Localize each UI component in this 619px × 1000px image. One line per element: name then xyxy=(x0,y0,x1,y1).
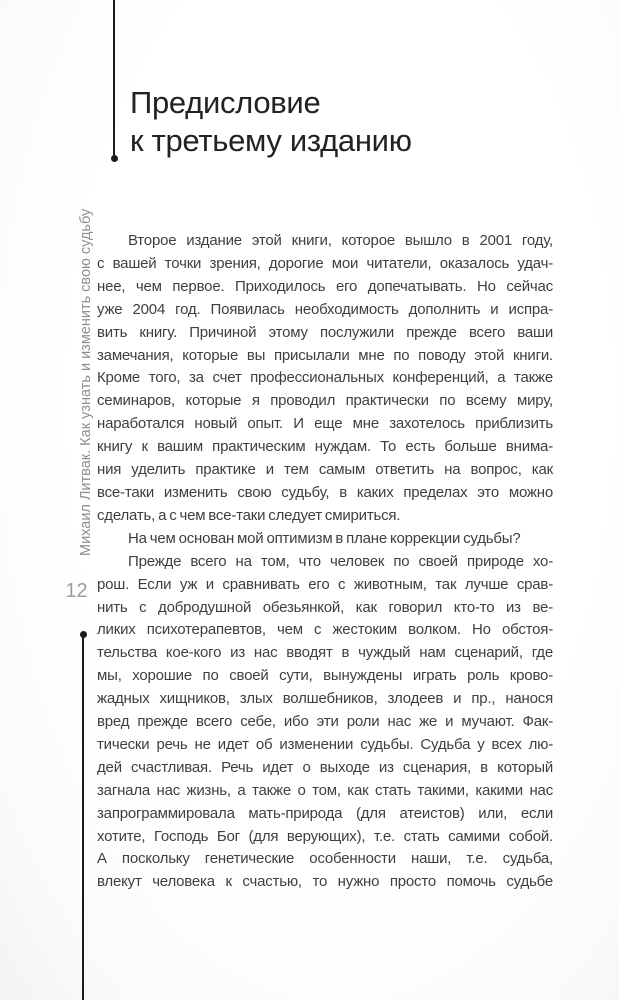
text-line: тельства кое-кого из нас вводят в чуждый нам сценарий, где xyxy=(97,644,553,662)
text-line: хотите, Господь Бог (для верующих), т.е. стать самими собой. xyxy=(97,827,553,845)
text-line: вить книгу. Причиной этому послужили прежде всего ваши xyxy=(97,323,553,341)
text-line: сделать, а с чем все-таки следует смириться. xyxy=(97,506,401,524)
chapter-title xyxy=(130,84,412,160)
bottom-vertical-rule xyxy=(82,637,84,1000)
text-line: нее, чем первое. Приходилось его допечатывать. Но сейчас xyxy=(97,277,553,295)
text-line: нить с добродушной обезьянкой, как говорил кто-то из ве- xyxy=(97,598,553,616)
page-number: 12 xyxy=(65,580,88,602)
text-line: наработался новый опыт. И еще мне захотелось приблизить xyxy=(97,415,553,433)
text-line: вред прежде всего себе, ибо эти роли нас же и мучают. Фак- xyxy=(97,713,553,731)
text-line: уже 2004 год. Появилась необходимость дополнить и испра- xyxy=(97,300,553,318)
text-line: Второе издание этой книги, которое вышло в 2001 году, xyxy=(128,232,553,249)
rule-start-dot xyxy=(80,631,87,638)
spine-running-title: Михаил Литвак. Как узнать и изменить свою судьбу xyxy=(78,208,94,556)
paragraph-1 xyxy=(97,230,553,528)
text-line: семинаров, которые я проводил практически по всему миру, xyxy=(97,392,553,410)
text-line: Прежде всего на том, что человек по своей природе хо- xyxy=(128,552,553,570)
body-text xyxy=(97,230,553,894)
paragraph-2 xyxy=(97,528,553,551)
chapter-title-line-2: к третьему изданию xyxy=(130,123,412,158)
text-line: дей счастливая. Речь идет о выходе из сценария, в который xyxy=(97,758,553,776)
chapter-title-line-1: Предисловие xyxy=(130,85,321,120)
text-line: с вашей точки зрения, дорогие мои читатели, оказалось удач- xyxy=(97,254,553,272)
text-line: ния уделить практике и тем самым ответить на вопрос, как xyxy=(97,461,553,479)
text-line: мы, хорошие по своей сути, вынуждены играть роль крово- xyxy=(97,667,553,685)
text-line: влекут человека к счастью, то нужно просто помочь судьбе xyxy=(97,873,553,891)
text-line: На чем основан мой оптимизм в плане коррекции судьбы? xyxy=(128,529,521,547)
text-line: рош. Если уж и сравнивать его с животным, так лучше срав- xyxy=(97,575,553,593)
rule-end-dot xyxy=(111,155,118,162)
text-line: тически речь не идет об изменении судьбы. Судьба у всех лю- xyxy=(97,735,553,753)
text-line: ликих психотерапевтов, чем с жестоким волком. Но обстоя- xyxy=(97,621,553,639)
top-vertical-rule xyxy=(113,0,115,156)
text-line: А поскольку генетические особенности наши, т.е. судьба, xyxy=(97,850,553,868)
text-line: жадных хищников, злых волшебников, злодеев и пр., нанося xyxy=(97,690,553,708)
text-line: Кроме того, за счет профессиональных конференций, а также xyxy=(97,369,553,387)
text-line: все-таки изменить свою судьбу, в каких пределах это можно xyxy=(97,483,553,501)
text-line: запрограммировала мать-природа (для атеистов) или, если xyxy=(97,804,553,822)
text-line: загнала нас жизнь, а также о том, как стать такими, какими нас xyxy=(97,781,553,799)
text-line: книгу к вашим практическим нуждам. То есть больше внима- xyxy=(97,438,553,456)
text-line: замечания, которые вы присылали мне по поводу этой книги. xyxy=(97,346,553,364)
paragraph-3 xyxy=(97,551,553,895)
